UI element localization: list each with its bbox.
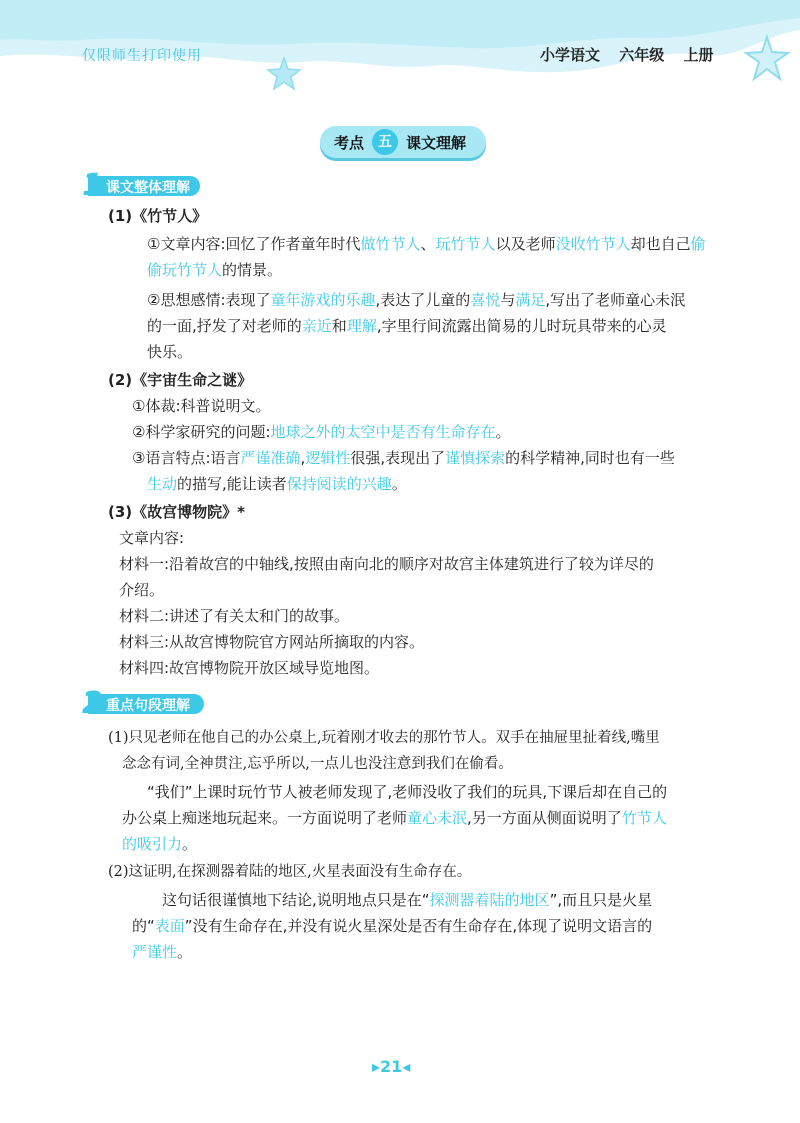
highlight: 童年游戏的乐趣 xyxy=(270,291,376,309)
text: 却也自己 xyxy=(630,235,691,253)
item3-line: 介绍。 xyxy=(119,581,165,599)
highlight: 表面 xyxy=(154,917,185,935)
section-name: 课文理解 xyxy=(406,134,467,152)
item1-title: (1)《竹节人》 xyxy=(108,207,208,225)
highlight: 生动 xyxy=(147,475,178,493)
item3-title: (3)《故宫博物院》* xyxy=(108,503,245,521)
text: 以及老师 xyxy=(495,235,556,253)
arrow-left-icon: ◂ xyxy=(402,1057,411,1076)
star-icon-large xyxy=(742,34,792,84)
text: 、 xyxy=(420,235,436,253)
page-number-value: 21 xyxy=(380,1057,403,1076)
volume: 上册 xyxy=(683,46,714,64)
text: 。 xyxy=(495,423,511,441)
highlight: 童心未泯 xyxy=(407,809,468,827)
text: ,写出了老师童心未泯 xyxy=(545,291,686,309)
arrow-right-icon: ▸ xyxy=(372,1057,381,1076)
text: 办公桌上痴迷地玩起来。一方面说明了老师 xyxy=(122,809,408,827)
part2-heading xyxy=(82,686,204,721)
text: 。 xyxy=(177,943,193,961)
item3-line: 材料二:讲述了有关太和门的故事。 xyxy=(119,607,350,625)
text: 的一面,抒发了对老师的 xyxy=(147,317,302,335)
q2-answer-line2 xyxy=(132,916,652,936)
highlight: 严谨准确 xyxy=(240,449,301,467)
item2-p3-line2 xyxy=(147,474,407,494)
page-header xyxy=(0,0,800,90)
text: 。 xyxy=(391,475,407,493)
text: ,表达了儿童的 xyxy=(375,291,471,309)
text: ①文章内容:回忆了作者童年时代 xyxy=(147,235,361,253)
text: ”没有生命存在,并没有说火星深处是否有生命存在,体现了说明文语言的 xyxy=(184,917,653,935)
part1-heading xyxy=(82,168,200,203)
text: ,另一方面从侧面说明了 xyxy=(467,809,622,827)
part2-number: 2 xyxy=(82,686,103,721)
highlight: 满足 xyxy=(515,291,546,309)
part2-title: 重点句段理解 xyxy=(106,698,190,714)
section-label: 考点 xyxy=(334,134,365,152)
grade: 六年级 xyxy=(619,46,665,64)
highlight: 保持阅读的兴趣 xyxy=(286,475,392,493)
q1-answer-line2 xyxy=(122,808,667,828)
text: 的描写,能让读者 xyxy=(177,475,287,493)
highlight: 竹节人 xyxy=(621,809,667,827)
highlight: 亲近 xyxy=(301,317,332,335)
print-notice: 仅限师生打印使用 xyxy=(82,48,202,64)
item3-line: 材料一:沿着故宫的中轴线,按照由南向北的顺序对故宫主体建筑进行了较为详尽的 xyxy=(119,555,654,573)
highlight: 严谨性 xyxy=(132,943,178,961)
text: 的情景。 xyxy=(222,261,283,279)
text: 很强,表现出了 xyxy=(350,449,446,467)
item1-p2-line2 xyxy=(147,316,667,336)
item2-title: (2)《宇宙生命之谜》 xyxy=(108,371,253,389)
item2-p3-line1 xyxy=(132,448,675,468)
q1-answer-line3 xyxy=(122,834,197,854)
text: , xyxy=(300,449,306,467)
text: 。 xyxy=(182,835,198,853)
highlight: 地球之外的太空中是否有生命存在 xyxy=(270,423,496,441)
part1-title: 课文整体理解 xyxy=(106,180,190,196)
text: 的“ xyxy=(132,917,155,935)
text: 和 xyxy=(331,317,347,335)
book-info xyxy=(540,44,728,65)
text: 的科学精神,同时也有一些 xyxy=(505,449,675,467)
highlight: 逻辑性 xyxy=(305,449,351,467)
item2-p2 xyxy=(132,422,511,442)
highlight: 没收竹节人 xyxy=(555,235,631,253)
highlight: 偷 xyxy=(690,235,706,253)
highlight: 谨慎探索 xyxy=(445,449,506,467)
star-icon xyxy=(264,54,304,94)
highlight: 探测器着陆的地区 xyxy=(429,891,550,909)
item3-line: 文章内容: xyxy=(119,529,185,547)
q2-answer-line3 xyxy=(132,942,192,962)
subject: 小学语文 xyxy=(540,46,601,64)
section-badge: 五 xyxy=(372,129,398,155)
page-number xyxy=(372,1057,410,1076)
q1-quote-line2: 念念有词,全神贯注,忘乎所以,一点儿也没注意到我们在偷看。 xyxy=(122,756,513,772)
item1-p1-line2 xyxy=(147,260,282,280)
item1-p2-line1 xyxy=(147,290,685,310)
text: ”,而且只是火星 xyxy=(549,891,653,909)
highlight: 的吸引力 xyxy=(122,835,183,853)
highlight: 玩竹节人 xyxy=(435,235,496,253)
item3-line: 材料四:故宫博物院开放区域导览地图。 xyxy=(119,659,380,677)
text: ②科学家研究的问题: xyxy=(132,423,271,441)
highlight: 做竹节人 xyxy=(360,235,421,253)
part1-number: 1 xyxy=(82,168,103,203)
q1-answer-line1: “我们”上课时玩竹节人被老师发现了,老师没收了我们的玩具,下课后却在自己的 xyxy=(147,783,668,801)
text: 与 xyxy=(500,291,516,309)
item3-line: 材料三:从故宫博物院官方网站所摘取的内容。 xyxy=(119,633,425,651)
item1-p1-line1 xyxy=(147,234,706,254)
q2-quote: (2)这证明,在探测器着陆的地区,火星表面没有生命存在。 xyxy=(108,864,472,880)
text: ②思想感情:表现了 xyxy=(147,291,271,309)
text: ③语言特点:语言 xyxy=(132,449,241,467)
text: ,字里行间流露出简易的儿时玩具带来的心灵 xyxy=(376,317,667,335)
section-title xyxy=(320,126,486,158)
q2-answer-line1 xyxy=(162,890,652,910)
item2-p1: ①体裁:科普说明文。 xyxy=(132,397,271,415)
q1-quote-line1: (1)只见老师在他自己的办公桌上,玩着刚才收去的那竹节人。双手在抽屉里扯着线,嘴里 xyxy=(108,730,660,746)
item1-p2-line3: 快乐。 xyxy=(147,343,193,361)
text: 这句话很谨慎地下结论,说明地点只是在“ xyxy=(162,891,430,909)
highlight: 理解 xyxy=(346,317,377,335)
highlight: 偷玩竹节人 xyxy=(147,261,223,279)
highlight: 喜悦 xyxy=(470,291,501,309)
